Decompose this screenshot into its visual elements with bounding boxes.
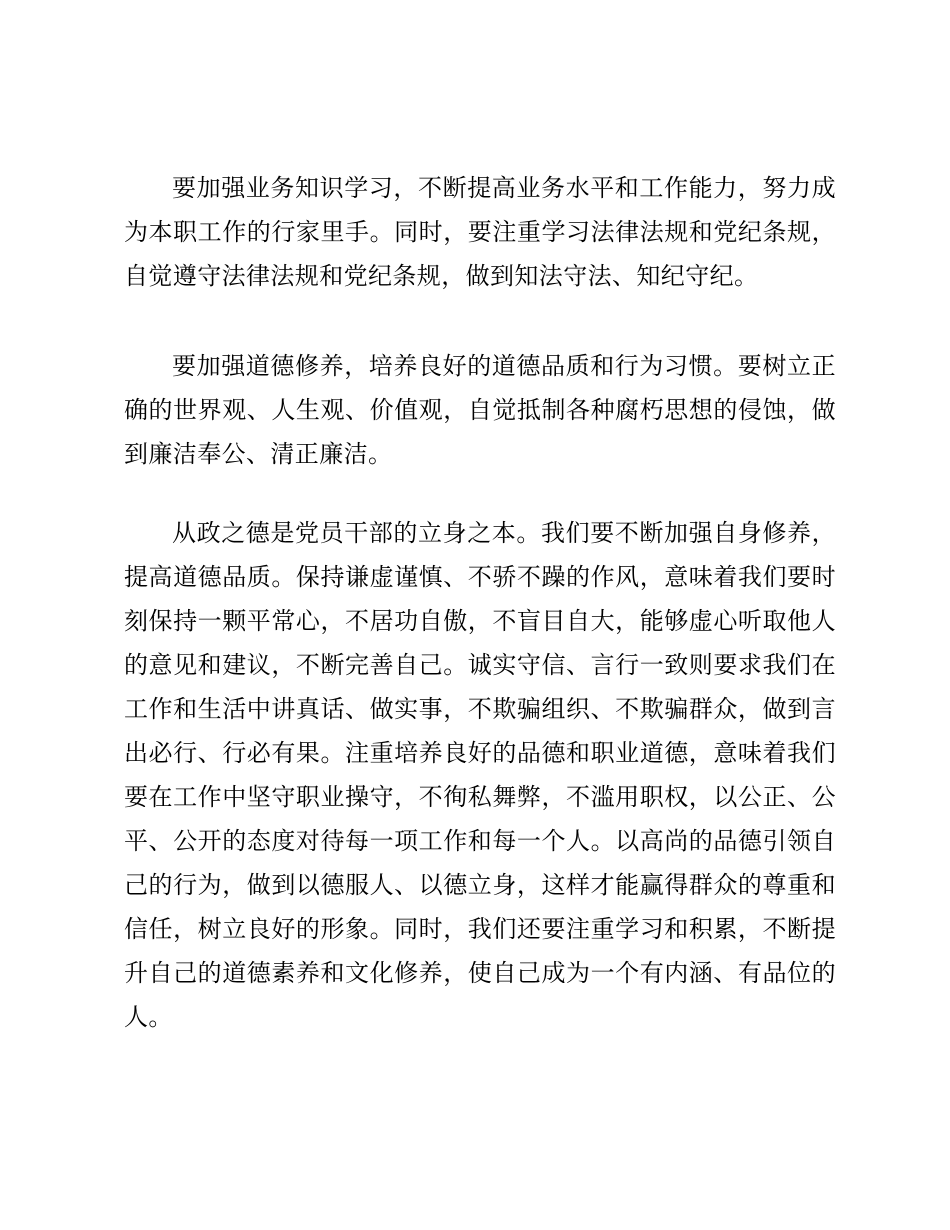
paragraph-block-1 (124, 166, 836, 298)
paragraph-3: 从政之德是党员干部的立身之本。我们要不断加强自身修养，提高道德品质。保持谦虚谨慎、不骄不躁的作风，意味着我们要时刻保持一颗平常心，不居功自傲，不盲目自大，能够虚心听取他人的意见和建议，不断完善自己。诚实守信、言行一致则要求我们在工作和生活中讲真话、做实事，不欺骗组织、不欺骗群众，做到言出必行、行必有果。注重培养良好的品德和职业道德，意味着我们要在工作中坚守职业操守，不徇私舞弊，不滥用职权，以公正、公平、公开的态度对待每一项工作和每一个人。以高尚的品德引领自己的行为，做到以德服人、以德立身，这样才能赢得群众的尊重和信任，树立良好的形象。同时，我们还要注重学习和积累，不断提升自己的道德素养和文化修养，使自己成为一个有内涵、有品位的人。 (124, 519, 836, 1031)
paragraph-1: 要加强业务知识学习，不断提高业务水平和工作能力，努力成为本职工作的行家里手。同时，要注重学习法律法规和党纪条规，自觉遵守法律法规和党纪条规，做到知法守法、知纪守纪。 (124, 174, 836, 290)
paragraph-2: 要加强道德修养，培养良好的道德品质和行为习惯。要树立正确的世界观、人生观、价值观，自觉抵制各种腐朽思想的侵蚀，做到廉洁奉公、清正廉洁。 (124, 352, 836, 468)
paragraph-block-2 (124, 344, 836, 476)
paragraph-block-3 (124, 511, 836, 1039)
